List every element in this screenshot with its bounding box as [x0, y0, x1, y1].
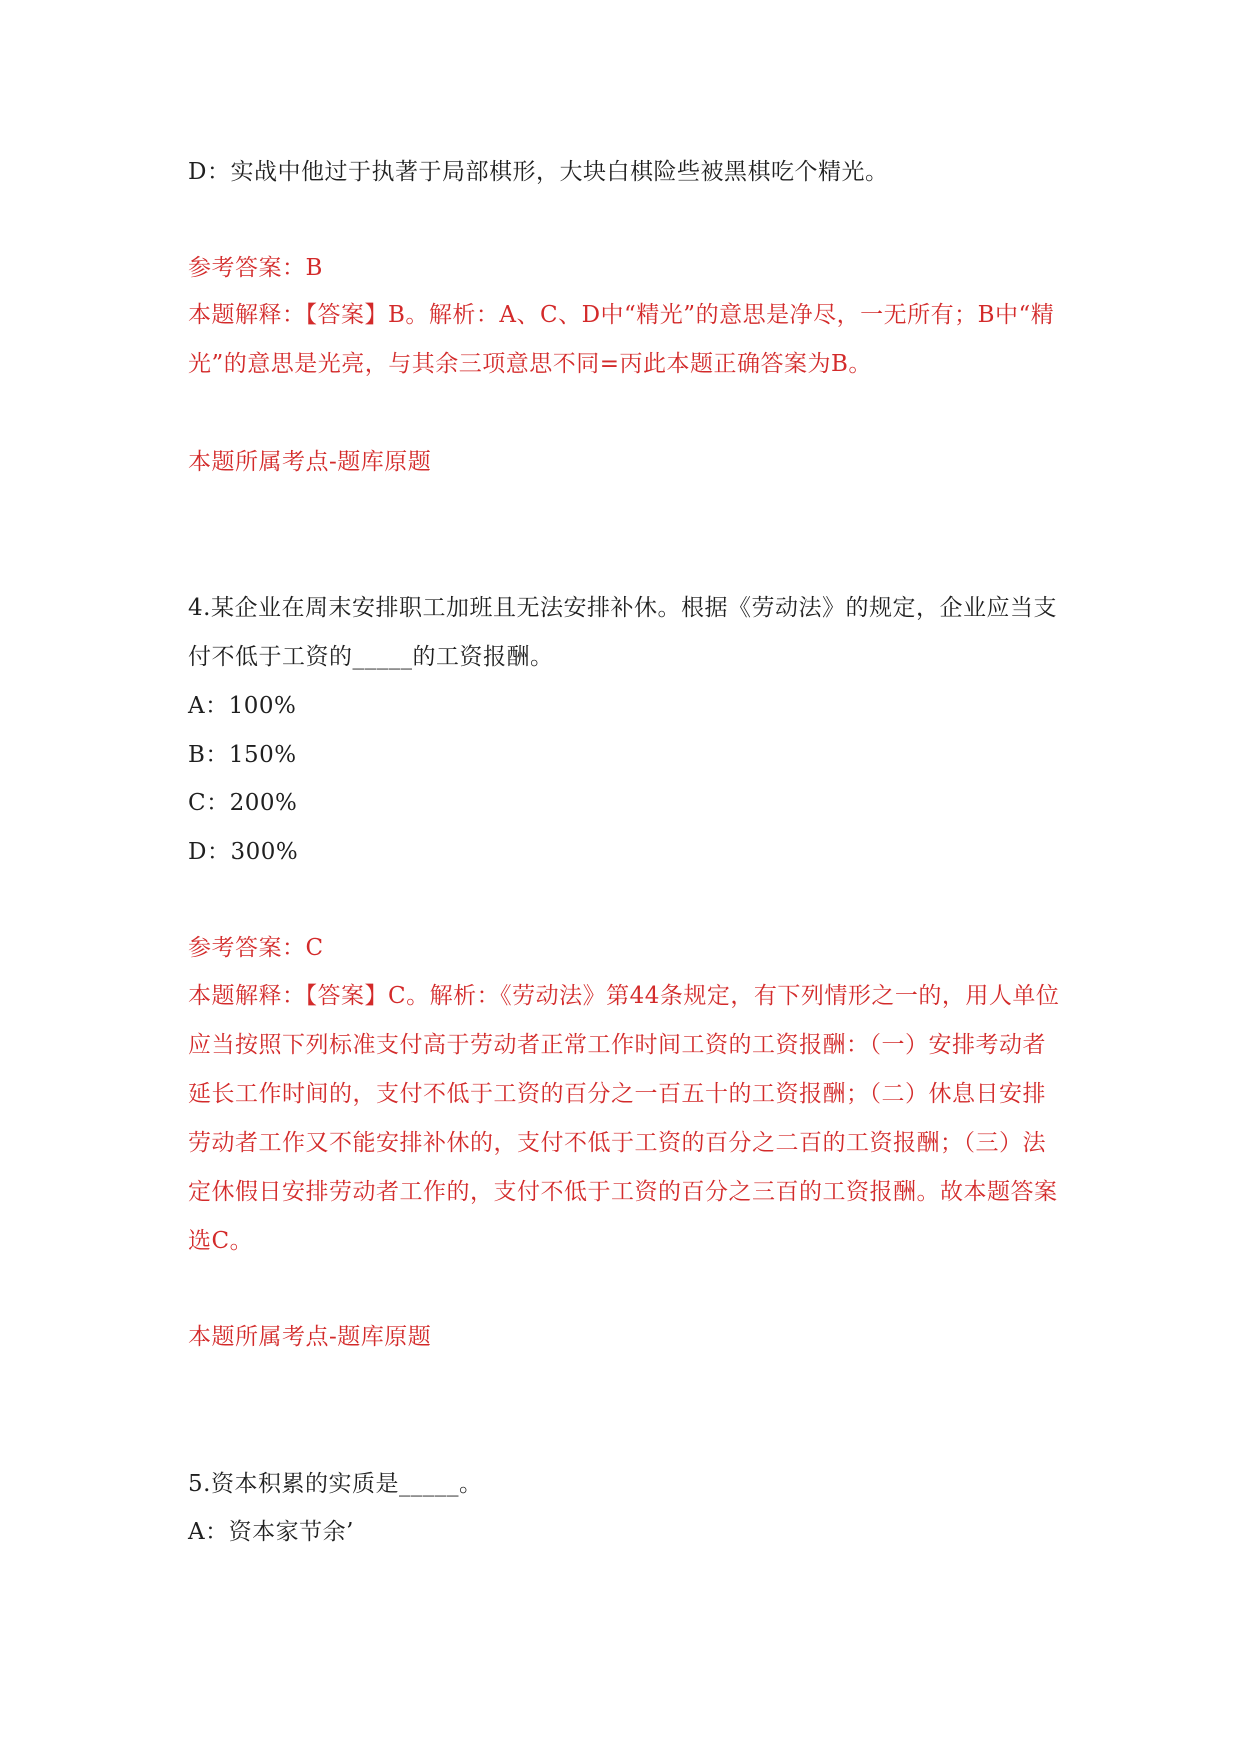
q3-source: 本题所属考点-题库原题 — [188, 449, 432, 475]
q4-explanation: 本题解释：【答案】C。解析：《劳动法》第44条规定，有下列情形之一的，用人单位应当按照下列标准支付高于劳动者正常工作时间工资的工资报酬：（一）安排考动者延长工作时间的，支付不低于工资的百分之一百五十的工资报酬；（二）休息日安排劳动者工作又不能安排补休的，支付不低于工资的百分之二百的工资报酬；（三）法定休假日安排劳动者工作的，支付不低于工资的百分之三百的工资报酬。故本题答案选C。 — [188, 983, 1060, 1254]
q3-answer: 参考答案：B — [188, 255, 323, 281]
q4-source: 本题所属考点-题库原题 — [188, 1324, 432, 1350]
q3-explanation: 本题解释：【答案】B。解析：A、C、D中“精光”的意思是净尽，一无所有；B中“精光”的意思是光亮，与其余三项意思不同=丙此本题正确答案为B。 — [188, 302, 1055, 377]
q4-answer: 参考答案：C — [188, 935, 324, 961]
q4-option-a: A：100% — [188, 693, 297, 719]
q5-stem: 5.资本积累的实质是_____。 — [188, 1471, 483, 1497]
q4-option-d: D：300% — [188, 839, 299, 865]
q4-stem: 4.某企业在周末安排职工加班且无法安排补休。根据《劳动法》的规定，企业应当支付不低于工资的_____的工资报酬。 — [188, 595, 1057, 670]
q4-option-c: C：200% — [188, 790, 298, 816]
q3-option-d: D：实战中他过于执著于局部棋形，大块白棋险些被黑棋吃个精光。 — [188, 159, 889, 185]
q5-option-a: A：资本家节余’ — [188, 1519, 354, 1545]
q4-option-b: B：150% — [188, 742, 297, 768]
